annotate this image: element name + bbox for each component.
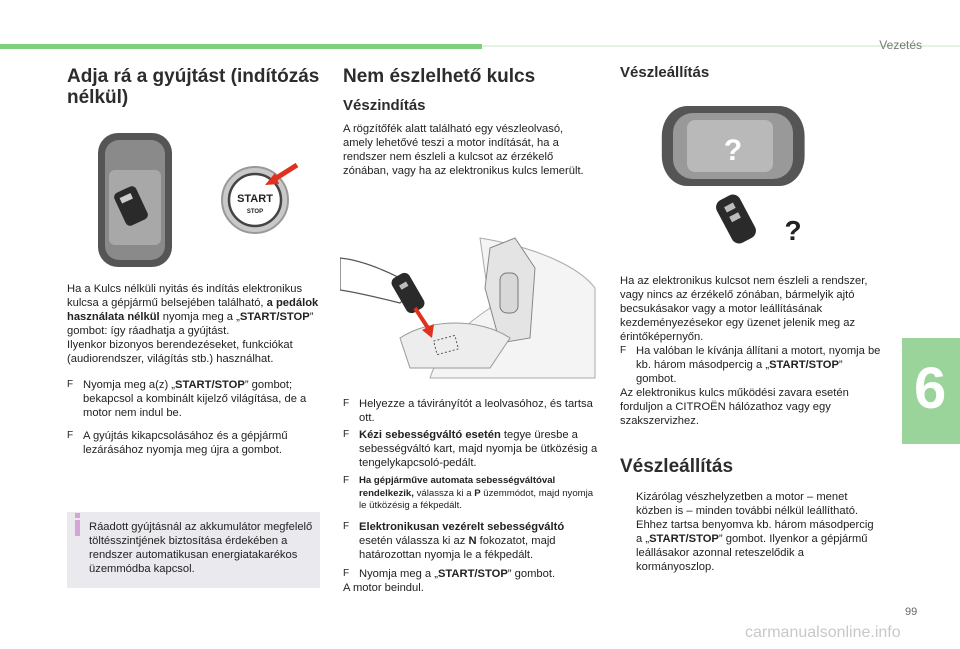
middle-bullet-4: F Elektronikusan vezérelt sebességváltó esetén válassza ki az N fokozatot, majd határozottan nyomja le a fékpedált. bbox=[343, 520, 565, 561]
right-title-1: Vészleállítás bbox=[620, 64, 710, 81]
right-paragraph-1: Ha az elektronikus kulcsot nem észleli a rendszer, vagy nincs az érzékelő zónában, bármelyik ajtó becsukásakor vagy a motor leállításának kezdeményezésekor egy üzenet jelenik meg az érintőképernyőn. bbox=[620, 275, 868, 343]
left-bullet-2: F A gyújtás kikapcsolásához és a gépjármű lezárásához nyomja meg újra a gombot. bbox=[67, 430, 288, 456]
question-icon: ? bbox=[723, 134, 743, 167]
car-key-illustration bbox=[95, 130, 175, 270]
right-column bbox=[620, 66, 882, 80]
right-paragraph-3: Kizárólag vészhelyzetben a motor – menet közben is – minden további nélkül leállítható. Ehhez tartsa benyomva kb. három másodpercig a „START/STOP” gombot. Ilyenkor a gépjármű leállásakor azonnal reteszelődik a kormányoszlop. bbox=[636, 491, 874, 573]
right-text bbox=[620, 274, 882, 574]
middle-steps bbox=[343, 397, 598, 595]
bullet-icon: F bbox=[620, 345, 627, 356]
info-text: Ráadott gyújtásnál az akkumulátor megfelelő töltésszintjének biztosítása érdekében a rendszer automatikusan energiatakarékos üzemmódba kapcsol. bbox=[89, 521, 313, 575]
page-number: 99 bbox=[905, 606, 918, 618]
middle-bullet-5: F Nyomja meg a „START/STOP” gombot. bbox=[343, 567, 556, 580]
middle-bullet-2: F Kézi sebességváltó esetén tegye üresbe a sebességváltó kart, majd nyomja be ütközésig a tengelykapcsoló-pedált. bbox=[343, 429, 598, 469]
bullet-icon: F bbox=[343, 520, 350, 532]
left-column bbox=[67, 66, 327, 108]
chapter-number: 6 bbox=[914, 356, 947, 421]
watermark: carmanualsonline.info bbox=[745, 624, 901, 641]
start-label: START bbox=[237, 193, 273, 205]
middle-bullet-1: F Helyezze a távirányítót a leolvasóhoz, és tartsa ott. bbox=[343, 398, 593, 424]
bullet-icon: F bbox=[343, 475, 350, 486]
info-note bbox=[67, 512, 320, 588]
bullet-icon: F bbox=[67, 379, 74, 390]
left-bullet-1: F Nyomja meg a(z) „START/STOP” gombot; bekapcsol a kombinált kijelző világítása, de a motor nem indul be. bbox=[67, 379, 307, 419]
right-title-2: Vészleállítás bbox=[620, 456, 734, 477]
bullet-icon: F bbox=[343, 567, 350, 579]
car-question-illustration bbox=[655, 100, 815, 250]
right-bullet-1: F Ha valóban le kívánja állítani a motort, nyomja be kb. három másodpercig a „START/STOP” gombot. bbox=[620, 345, 881, 385]
bullet-icon: F bbox=[67, 430, 74, 441]
middle-subtitle: Vészindítás bbox=[343, 97, 426, 114]
left-paragraph-1: Ha a Kulcs nélküli nyitás és indítás elektronikus kulcsa a gépjármű belsejében található, a pedálok használata nélkül nyomja meg a „START/STOP” gombot: így ráadhatja a gyújtást. bbox=[67, 283, 319, 337]
question-icon-2: ? bbox=[784, 215, 802, 246]
right-paragraph-2: Az elektronikus kulcs működési zavara esetén forduljon a CITROËN hálózathoz vagy egy szakszervizhez. bbox=[620, 387, 849, 427]
header-accent-bar bbox=[0, 44, 482, 49]
middle-title: Nem észlelhető kulcs bbox=[343, 66, 536, 87]
left-text bbox=[67, 282, 329, 457]
left-paragraph-2: Ilyenkor bizonyos berendezéseket, funkciókat (audiorendszer, világítás stb.) használhat. bbox=[67, 339, 293, 365]
middle-column bbox=[343, 66, 593, 178]
bullet-icon: F bbox=[343, 398, 350, 409]
start-stop-button-illustration bbox=[215, 160, 315, 260]
emergency-reader-illustration bbox=[340, 228, 602, 383]
info-icon bbox=[75, 520, 80, 536]
middle-intro: A rögzítőfék alatt található egy vészleolvasó, amely lehetővé teszi a motor indítását, ha a rendszer nem észleli a kulcsot az érzékelő zónában, vagy ha az elektronikus kulcs lemerült. bbox=[343, 123, 584, 177]
section-title: Vezetés bbox=[879, 38, 922, 52]
middle-result: A motor beindul. bbox=[343, 581, 424, 594]
stop-label: STOP bbox=[246, 209, 264, 215]
middle-bullet-3: F Ha gépjárműve automata sebességváltóval rendelkezik, válassza ki a P üzemmódot, majd nyomja le ütközésig a fékpedált. bbox=[343, 475, 594, 512]
left-title: Adja rá a gyújtást (indítózás nélkül) bbox=[67, 66, 320, 108]
bullet-icon: F bbox=[343, 429, 350, 440]
